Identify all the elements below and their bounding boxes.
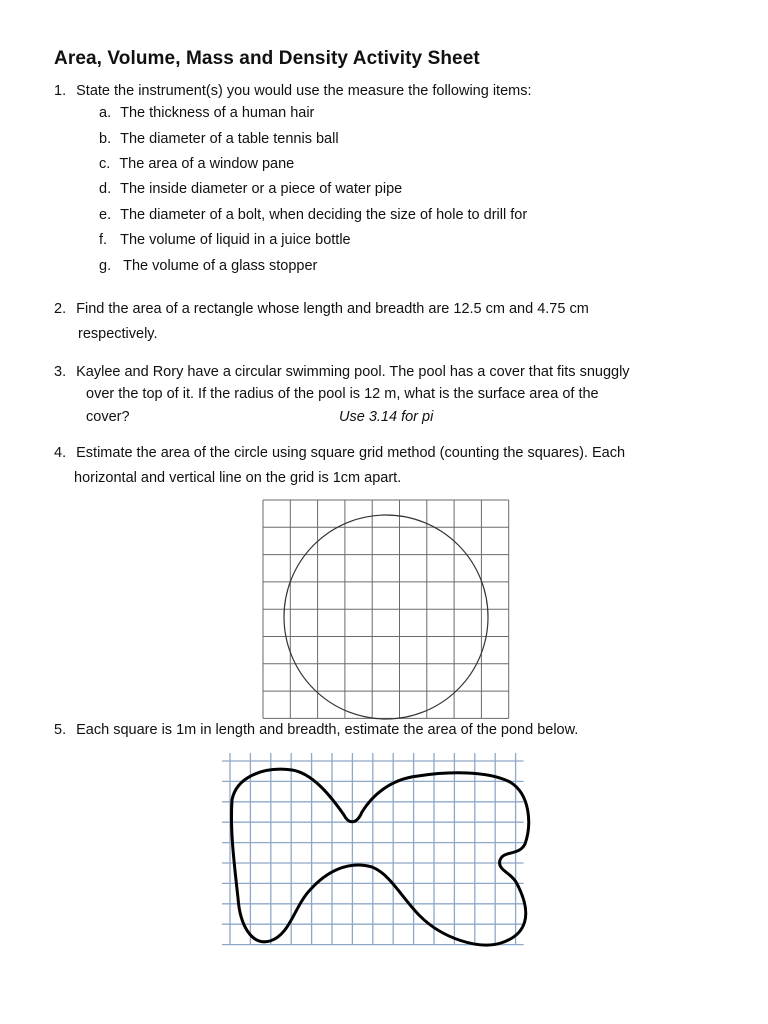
question-2 [54,301,589,317]
question-3-line-3: cover? [86,409,130,425]
question-number: 4. [54,445,67,461]
q1-item-f [99,232,351,248]
item-letter: b. [99,131,112,147]
question-3 [54,364,630,380]
pi-note: Use 3.14 for pi [339,409,434,425]
pond-outline [231,769,528,945]
item-letter: e. [99,207,112,223]
item-letter: f. [99,232,108,248]
blue-square-grid [222,753,524,945]
item-text: The diameter of a bolt, when deciding the size of hole to drill for [120,207,528,223]
question-number: 1. [54,83,67,99]
question-4-line-2: horizontal and vertical line on the grid is 1cm apart. [74,470,402,486]
q1-item-g [99,258,317,274]
question-text-line-1: Find the area of a rectangle whose length and breadth are 12.5 cm and 4.75 cm [76,301,589,317]
question-text: Each square is 1m in length and breadth, estimate the area of the pond below. [76,722,579,738]
question-3-line-2: over the top of it. If the radius of the pool is 12 m, what is the surface area of the [86,386,599,402]
question-number: 3. [54,364,67,380]
question-text-line-1: Estimate the area of the circle using square grid method (counting the squares). Each [76,445,626,461]
q1-item-a [99,105,314,121]
square-grid [263,500,509,718]
question-2-line-2: respectively. [78,326,158,342]
q1-item-b [99,131,339,147]
item-text: The volume of liquid in a juice bottle [120,232,351,248]
item-text: The volume of a glass stopper [123,258,318,274]
question-text: State the instrument(s) you would use the measure the following items: [76,83,532,99]
item-letter: g. [99,258,112,274]
item-text: The area of a window pane [119,156,295,172]
question-number: 5. [54,722,67,738]
question-text-line-1: Kaylee and Rory have a circular swimming pool. The pool has a cover that fits snuggly [76,364,630,380]
q1-item-c [99,156,294,172]
page-title: Area, Volume, Mass and Density Activity Sheet [54,48,480,69]
item-letter: d. [99,181,112,197]
item-text: The thickness of a human hair [120,105,315,121]
item-letter: c. [99,156,111,172]
question-5 [54,722,578,738]
circle-shape [284,515,488,719]
item-text: The inside diameter or a piece of water pipe [120,181,403,197]
question-number: 2. [54,301,67,317]
question-4 [54,445,625,461]
question-1 [54,83,532,99]
q1-item-e [99,207,527,223]
q1-item-d [99,181,402,197]
item-text: The diameter of a table tennis ball [120,131,339,147]
item-letter: a. [99,105,112,121]
